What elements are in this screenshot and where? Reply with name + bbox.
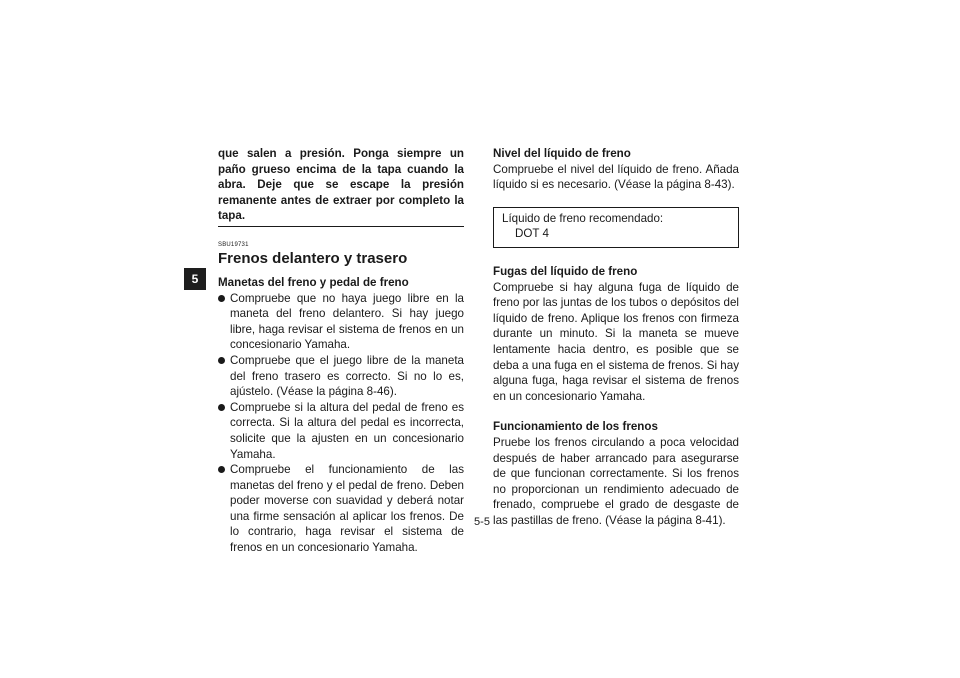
page-number: 5-5 bbox=[474, 516, 490, 528]
section-code: SBU19731 bbox=[218, 241, 249, 248]
chapter-tab: 5 bbox=[184, 268, 206, 290]
subheading-brake-levers: Manetas del freno y pedal de freno bbox=[218, 275, 409, 289]
subheading-brake-operation: Funcionamiento de los frenos bbox=[493, 420, 658, 434]
bullet-text: Compruebe que no haya juego libre en la maneta del freno delantero. Si hay juego libre, haga revisar el sistema de frenos en un concesionario Yamaha. bbox=[230, 291, 464, 352]
left-column bbox=[218, 146, 464, 556]
subheading-fluid-level: Nivel del líquido de freno bbox=[493, 147, 631, 160]
spec-value: DOT 4 bbox=[515, 227, 549, 241]
bullet-text: Compruebe si la altura del pedal de freno es correcta. Si la altura del pedal es incorrecta, solicite que la ajusten en un concesionario Yamaha. bbox=[230, 400, 464, 461]
bullet-icon bbox=[218, 357, 225, 364]
list-item bbox=[218, 400, 464, 462]
list-item bbox=[218, 291, 464, 353]
warning-continuation: que salen a presión. Ponga siempre un paño grueso encima de la tapa cuando la abra. Deje que se escape la presión remanente antes de extraer por completo la tapa. bbox=[218, 146, 464, 227]
bullet-icon bbox=[218, 404, 225, 411]
subheading-fluid-leaks: Fugas del líquido de freno bbox=[493, 264, 638, 278]
bullet-text: Compruebe que el juego libre de la maneta del freno trasero es correcto. Si no lo es, ajústelo. (Véase la página 8-46). bbox=[230, 353, 464, 399]
bullet-list bbox=[218, 291, 464, 556]
list-item bbox=[218, 353, 464, 400]
right-column bbox=[493, 146, 739, 528]
list-item bbox=[218, 462, 464, 556]
spec-label: Líquido de freno recomendado: bbox=[502, 211, 664, 225]
bullet-text: Compruebe el funcionamiento de las manetas del freno y el pedal de freno. Deben poder moverse con suavidad y deberá notar una firme sensación al aplicar los frenos. De lo contrario, haga revisar el sistema de frenos en un concesionario Yamaha. bbox=[230, 463, 464, 555]
bullet-icon bbox=[218, 466, 225, 473]
section-title: Frenos delantero y trasero bbox=[218, 249, 408, 267]
brake-operation-text: Pruebe los frenos circulando a poca velocidad después de haber arrancado para asegurarse de que funcionan correctamente. Si los frenos no proporcionan un rendimiento adecuado de frenado, compruebe el grado de desgaste de las pastillas de freno. (Véase la página 8-41). bbox=[493, 435, 739, 527]
fluid-level-text: Compruebe el nivel del líquido de freno. Añada líquido si es necesario. (Véase la página 8-43). bbox=[493, 162, 739, 192]
fluid-leaks-text: Compruebe si hay alguna fuga de líquido de freno por las juntas de los tubos o depósitos del líquido de freno. Aplique los frenos con firmeza durante un minuto. Si la maneta se mueve lentamente hacia dentro, es posible que se deba a una fuga en el sistema de frenos. Si hay alguna fuga, haga revisar el sistema de frenos en un concesionario Yamaha. bbox=[493, 280, 739, 403]
spec-box bbox=[493, 207, 739, 248]
bullet-icon bbox=[218, 295, 225, 302]
